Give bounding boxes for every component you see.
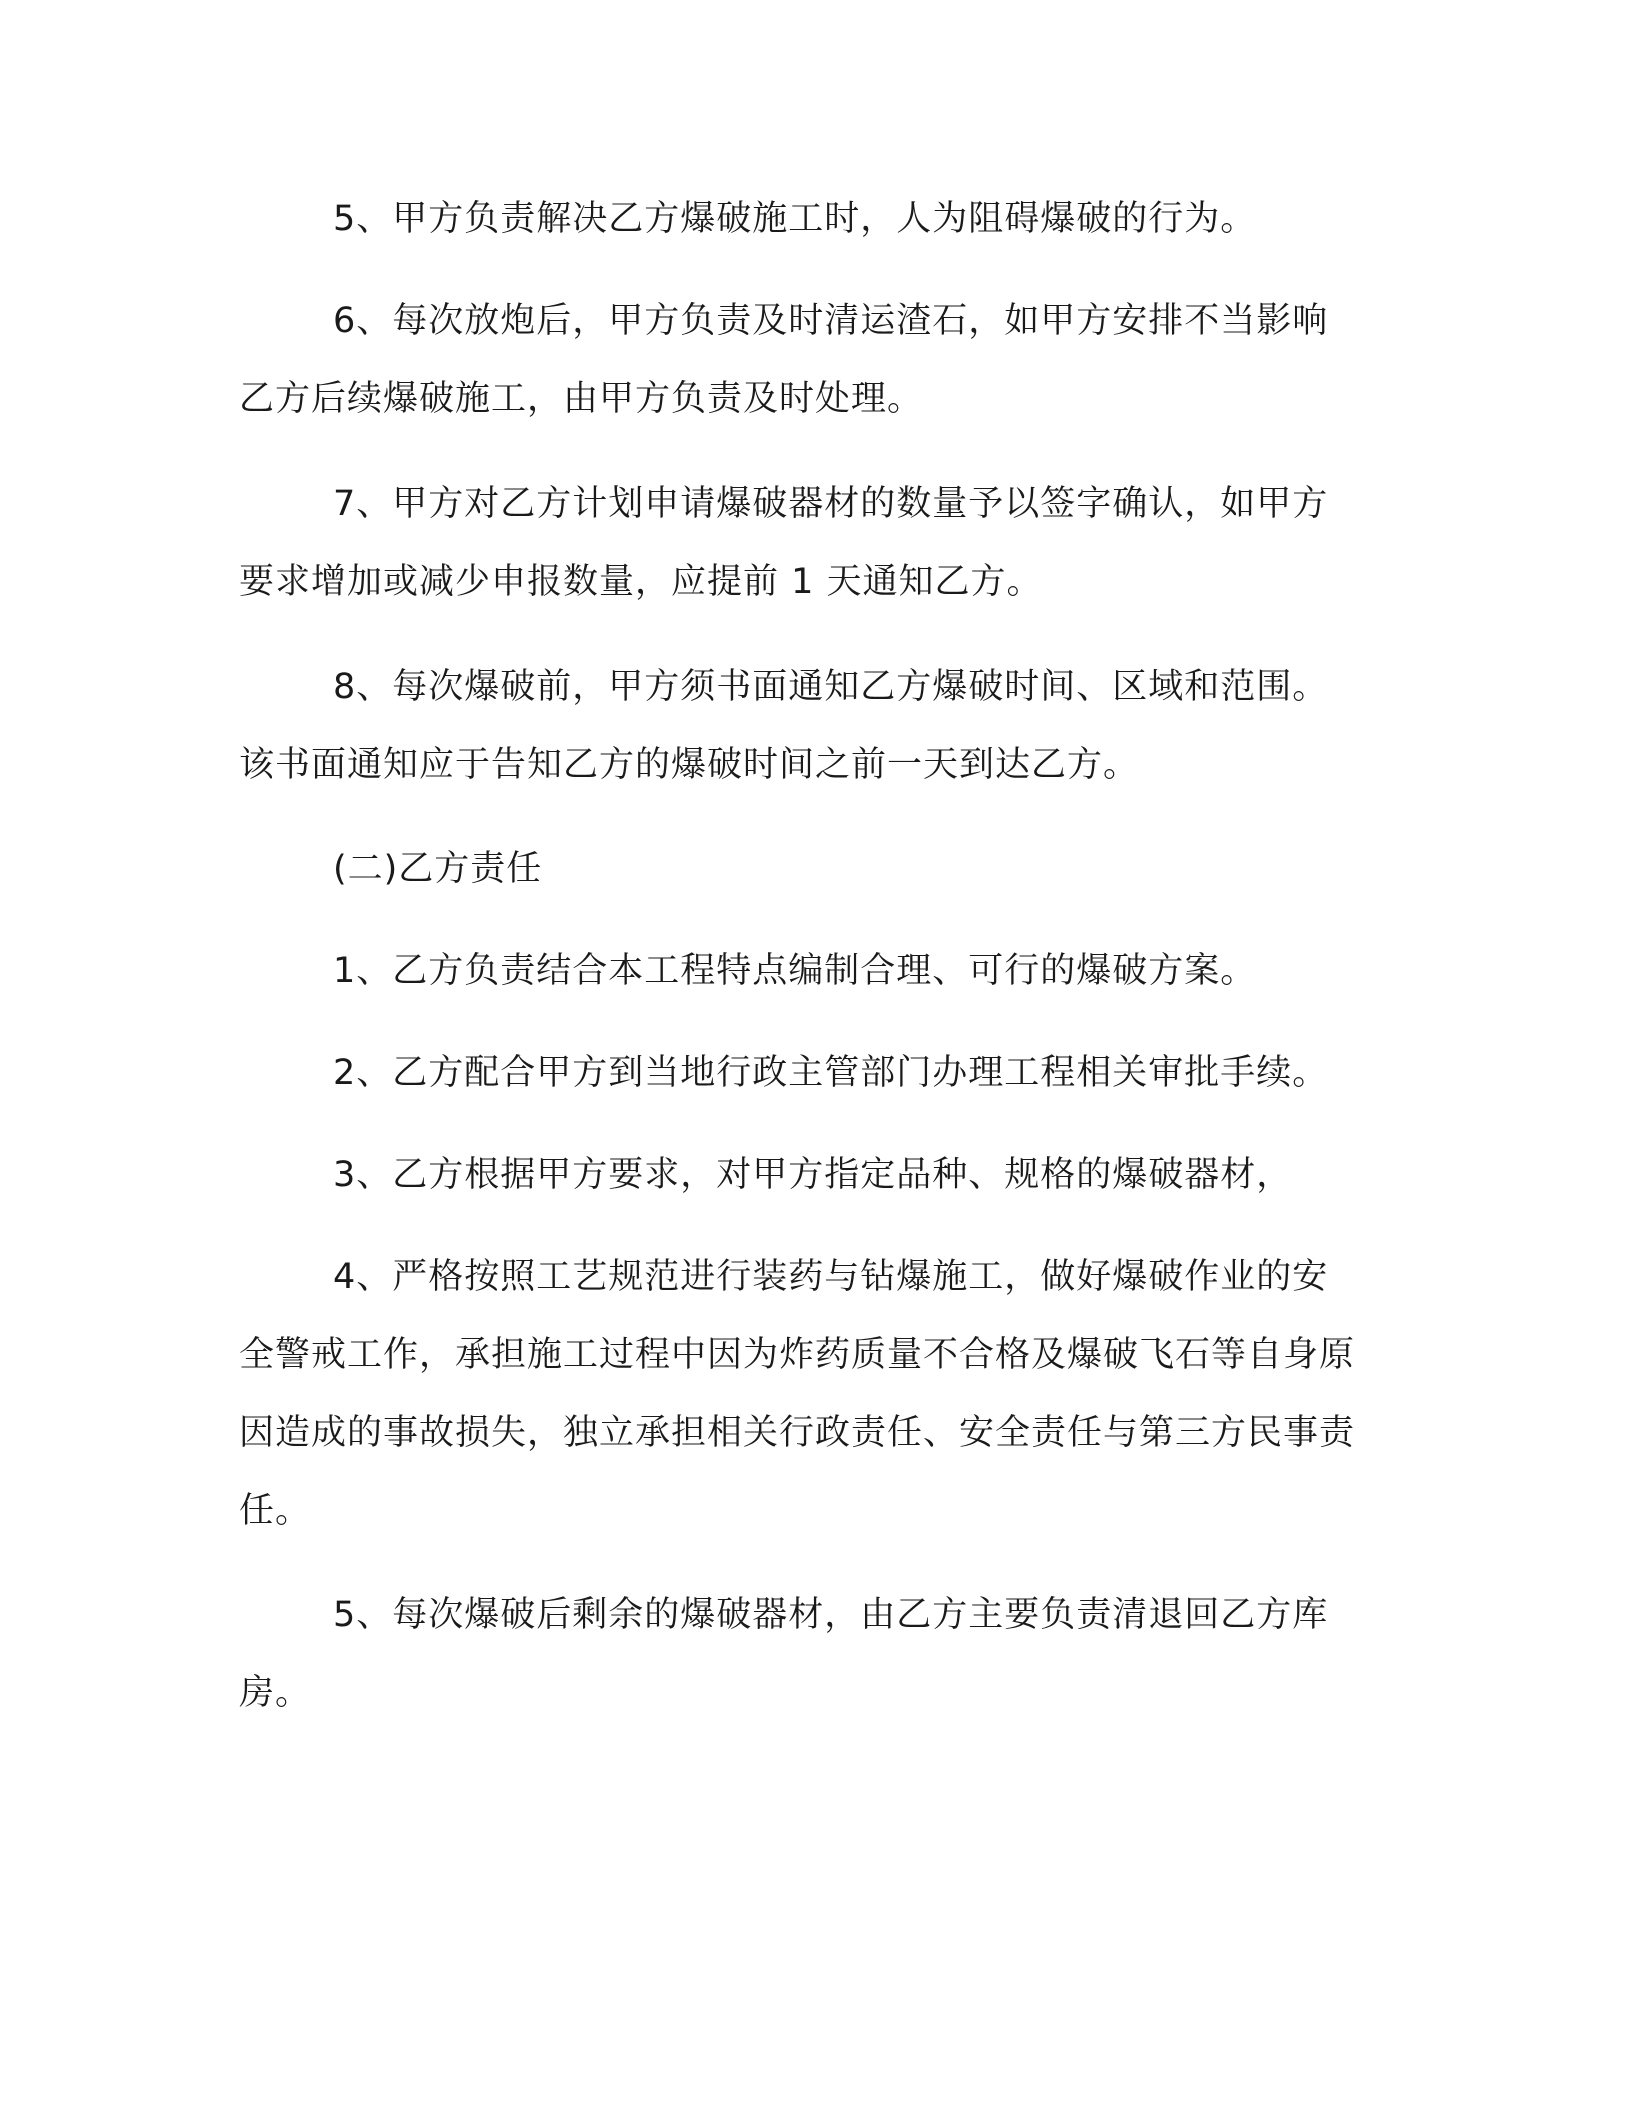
paragraph-clause-a6 — [239, 282, 1359, 438]
paragraph-text: 2、乙方配合甲方到当地行政主管部门办理工程相关审批手续。 — [333, 1053, 1329, 1093]
paragraph-text: 6、每次放炮后，甲方负责及时清运渣石，如甲方安排不当影响乙方后续爆破施工，由甲方负责及时处理。 — [239, 301, 1329, 419]
paragraph-clause-b1 — [239, 932, 1359, 1010]
paragraph-clause-a8 — [239, 648, 1359, 804]
paragraph-text: 3、乙方根据甲方要求，对甲方指定品种、规格的爆破器材， — [333, 1155, 1293, 1195]
paragraph-text: 1、乙方负责结合本工程特点编制合理、可行的爆破方案。 — [333, 951, 1257, 991]
paragraph-text: 5、甲方负责解决乙方爆破施工时，人为阻碍爆破的行为。 — [333, 199, 1257, 239]
paragraph-clause-b5 — [239, 1576, 1359, 1732]
paragraph-clause-a5 — [239, 180, 1359, 258]
paragraph-clause-a7 — [239, 465, 1359, 621]
paragraph-clause-b3 — [239, 1136, 1359, 1214]
paragraph-text: 5、每次爆破后剩余的爆破器材，由乙方主要负责清退回乙方库房。 — [239, 1595, 1329, 1713]
paragraph-clause-b2 — [239, 1034, 1359, 1112]
paragraph-text: 7、甲方对乙方计划申请爆破器材的数量予以签字确认，如甲方要求增加或减少申报数量，应提前 1 天通知乙方。 — [239, 484, 1329, 602]
section-heading-text: (二)乙方责任 — [333, 849, 543, 889]
section-heading-party-b — [239, 830, 1359, 908]
paragraph-clause-b4 — [239, 1238, 1359, 1550]
paragraph-text: 8、每次爆破前，甲方须书面通知乙方爆破时间、区域和范围。该书面通知应于告知乙方的爆破时间之前一天到达乙方。 — [239, 667, 1329, 785]
paragraph-text: 4、严格按照工艺规范进行装药与钻爆施工，做好爆破作业的安全警戒工作，承担施工过程中因为炸药质量不合格及爆破飞石等自身原因造成的事故损失，独立承担相关行政责任、安全责任与第三方民事责任。 — [239, 1257, 1356, 1531]
